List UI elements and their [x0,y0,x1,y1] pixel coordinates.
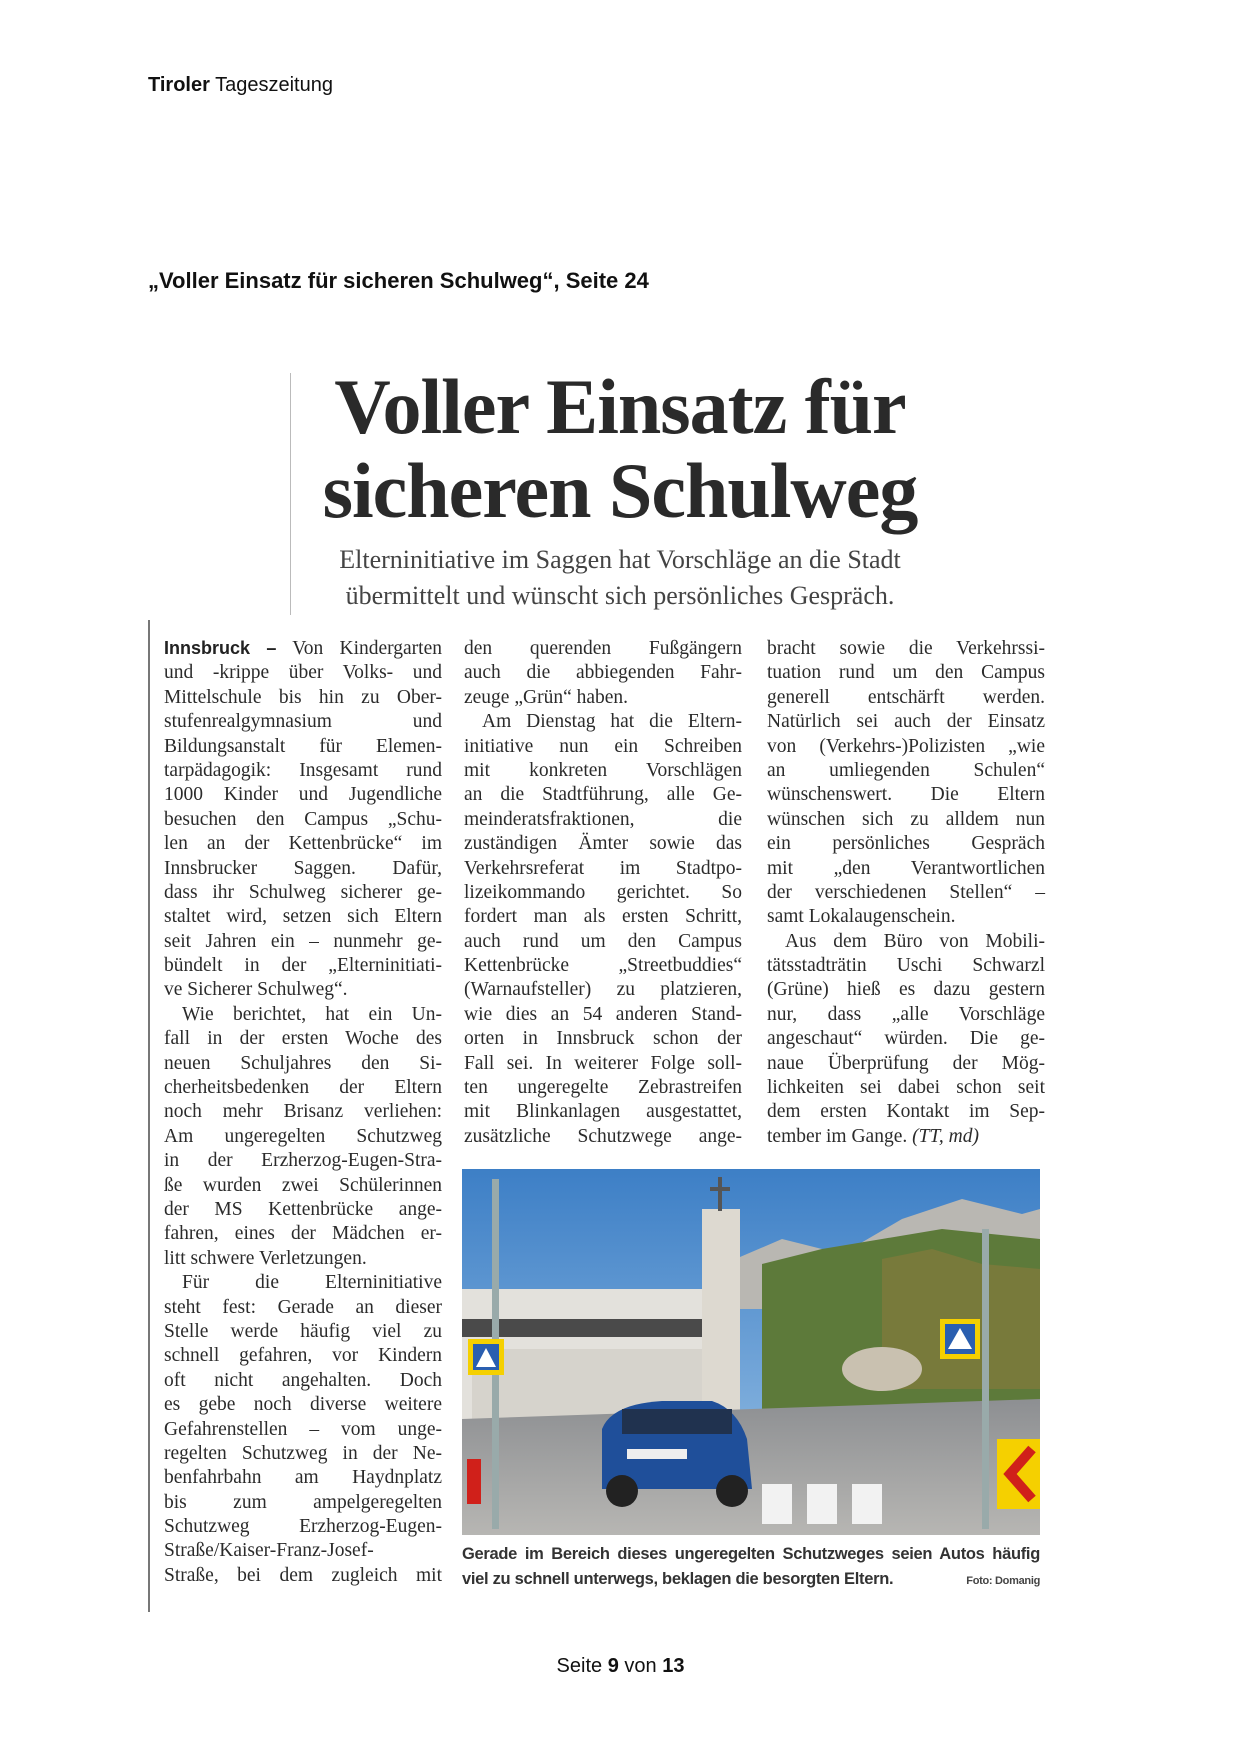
page-number [0,1655,1241,1678]
text-line: an umliegenden Schulen“ [767,759,1045,781]
text-line: schnell gefahren, vor Kindern [164,1345,442,1367]
text-line: orten in Innsbruck schon der [464,1028,742,1050]
text-line: zusätzliche Schutzwege ange- [464,1125,742,1147]
text-line: tuation rund um den Campus [767,662,1045,684]
article-paragraph [464,637,742,710]
text-line: Wie berichtet, hat ein Un- [182,1003,442,1025]
text-line: Mittelschule bis hin zu Ober- [164,686,442,708]
text-line: cherheitsbedenken der Eltern [164,1077,442,1099]
street-photo [462,1169,1040,1535]
text-line: tätsstadträtin Uschi Schwarzl [767,955,1045,977]
text-line: Innsbruck – Von Kindergarten [164,638,442,659]
text-line: oft nicht angehalten. Doch [164,1369,442,1391]
text-line: Straße/Kaiser-Franz-Josef- [164,1540,374,1562]
text-line: in der Erzherzog-Eugen-Stra- [164,1150,442,1172]
dateline: Innsbruck – [164,638,277,658]
text-line: dem ersten Kontakt im Sep- [767,1101,1045,1123]
text-line: Gefahrenstellen – vom unge- [164,1418,442,1440]
article-paragraph [767,637,1045,930]
author-signature: (TT, md) [912,1125,979,1147]
text-line: initiative nun ein Schreiben [464,735,742,757]
text-line: meinderatsfraktionen, die [464,808,742,830]
photo-credit: Foto: Domanig [966,1575,1040,1587]
text-line: tember im Gange. (TT, md) [767,1125,979,1147]
text-line: steht fest: Gerade an dieser [164,1296,442,1318]
text-line: Bildungsanstalt für Elemen- [164,735,442,757]
text-line: bis zum ampelgeregelten [164,1491,442,1513]
column-divider [148,620,150,1612]
text-line: Straße, bei dem zugleich mit [164,1564,442,1586]
text-line: staltet wird, setzen sich Eltern [164,906,442,928]
text-line: regelten Schutzweg in der Ne- [164,1442,442,1464]
text-line: Für die Elterninitiative [182,1272,442,1294]
subtitle-line: Elterninitiative im Saggen hat Vorschläge an die Stadt [339,545,901,574]
text-line: generell entschärft werden. [767,686,1045,708]
subtitle-line: übermittelt und wünscht sich persönliches Gespräch. [345,581,895,610]
text-line: lizeikommando gerichtet. So [464,881,742,903]
text-line: auch rund um den Campus [464,930,742,952]
text-line: samt Lokalaugenschein. [767,906,956,928]
text-line: den querenden Fußgängern [464,638,742,659]
text-line: neuen Schuljahres den Si- [164,1052,442,1074]
caption-line: Gerade im Bereich dieses ungeregelten Schutzweges seien Autos häufig [462,1545,1040,1563]
text-line: Schutzweg Erzherzog-Eugen- [164,1516,442,1538]
text-line: mit Blinkanlagen ausgestattet, [464,1101,742,1123]
article-column-3 [767,637,1045,1149]
text-line: zeuge „Grün“ haben. [464,686,629,708]
brand-rest: Tageszeitung [215,74,333,96]
page-label: Seite [556,1655,603,1677]
text-line: fordert man als ersten Schritt, [464,906,742,928]
caption-line: viel zu schnell unterwegs, beklagen die besorgten Eltern. [462,1570,894,1588]
text-line: wünschen sich zu alldem nun [767,808,1045,830]
text-line: Natürlich sei auch der Einsatz [767,711,1045,733]
text-line: ve Sicherer Schulweg“. [164,979,348,1001]
text-line: Verkehrsreferat im Stadtpo- [464,857,742,879]
text-line: es gebe noch diverse weitere [164,1394,442,1416]
publication-name [148,74,333,97]
text-line: (Warnaufsteller) zu platzieren, [464,979,742,1001]
text-line: Am ungeregelten Schutzweg [164,1125,442,1147]
text-line: lichkeiten sei dabei schon seit [767,1077,1045,1099]
article-paragraph [767,930,1045,1150]
article-headline [300,365,940,533]
text-line: auch die abbiegenden Fahr- [464,662,742,684]
article-column-1 [164,637,442,1588]
text-line: 1000 Kinder und Jugendliche [164,784,442,806]
text-line: Aus dem Büro von Mobili- [785,930,1045,952]
text-line: bündelt in der „Elterninitiati- [164,955,442,977]
article-column-2 [464,637,742,1149]
text-line: Am Dienstag hat die Eltern- [482,711,742,733]
text-line: mit „den Verantwortlichen [767,857,1045,879]
text-line: mit konkreten Vorschlägen [464,759,742,781]
page-of-label: von [624,1655,657,1677]
text-line: wie dies an 54 anderen Stand- [464,1003,742,1025]
text-line: Stelle werde häufig viel zu [164,1320,442,1342]
article-paragraph [164,1271,442,1588]
text-line: tarpädagogik: Insgesamt rund [164,759,442,781]
headline-divider [290,373,291,615]
text-line: dass ihr Schulweg sicherer ge- [164,881,442,903]
text-line: fall in der ersten Woche des [164,1028,442,1050]
total-pages: 13 [662,1655,685,1677]
text-line: Innsbrucker Saggen. Dafür, [164,857,442,879]
text-line: ten ungeregelte Zebrastreifen [464,1077,742,1099]
text-line: von (Verkehrs-)Polizisten „wie [767,735,1045,757]
text-line: ße wurden zwei Schülerinnen [164,1174,442,1196]
text-line: angeschaut“ würden. Die ge- [767,1028,1045,1050]
article-paragraph [164,1003,442,1271]
text-line: fahren, eines der Mädchen er- [164,1223,442,1245]
text-line: besuchen den Campus „Schu- [164,808,442,830]
article-paragraph [464,710,742,1149]
text-line: an die Stadtführung, alle Ge- [464,784,742,806]
text-line: und -krippe über Volks- und [164,662,442,684]
photo-caption [462,1542,1040,1594]
brand-bold: Tiroler [148,74,210,96]
text-line: zuständigen Ämter sowie das [464,833,742,855]
article-reference-title: „Voller Einsatz für sicheren Schulweg“, Seite 24 [148,268,649,293]
text-line: (Grüne) hieß es dazu gestern [767,979,1045,1001]
text-line: nur, dass „alle Vorschläge [767,1003,1045,1025]
headline-line: Voller Einsatz für [334,363,906,450]
text-line: seit Jahren ein – nunmehr ge- [164,930,442,952]
text-line: naue Überprüfung der Mög- [767,1052,1045,1074]
text-line: len an der Kettenbrücke“ im [164,833,442,855]
text-line: wünschenswert. Die Eltern [767,784,1045,806]
text-line: der MS Kettenbrücke ange- [164,1198,442,1220]
text-line: benfahrbahn am Haydnplatz [164,1467,442,1489]
article-subtitle [300,542,940,614]
text-line: bracht sowie die Verkehrssi- [767,638,1045,659]
text-line: stufenrealgymnasium und [164,711,442,733]
current-page: 9 [607,1655,619,1677]
text-line: Kettenbrücke „Streetbuddies“ [464,955,742,977]
article-paragraph [164,637,442,1003]
text-line: Fall sei. In weiterer Folge soll- [464,1052,742,1074]
text-line: der verschiedenen Stellen“ – [767,881,1045,903]
text-line: noch mehr Brisanz verliehen: [164,1101,442,1123]
text-line: litt schwere Verletzungen. [164,1247,367,1269]
headline-line: sicheren Schulweg [322,447,918,534]
text-line: ein persönliches Gespräch [767,833,1045,855]
